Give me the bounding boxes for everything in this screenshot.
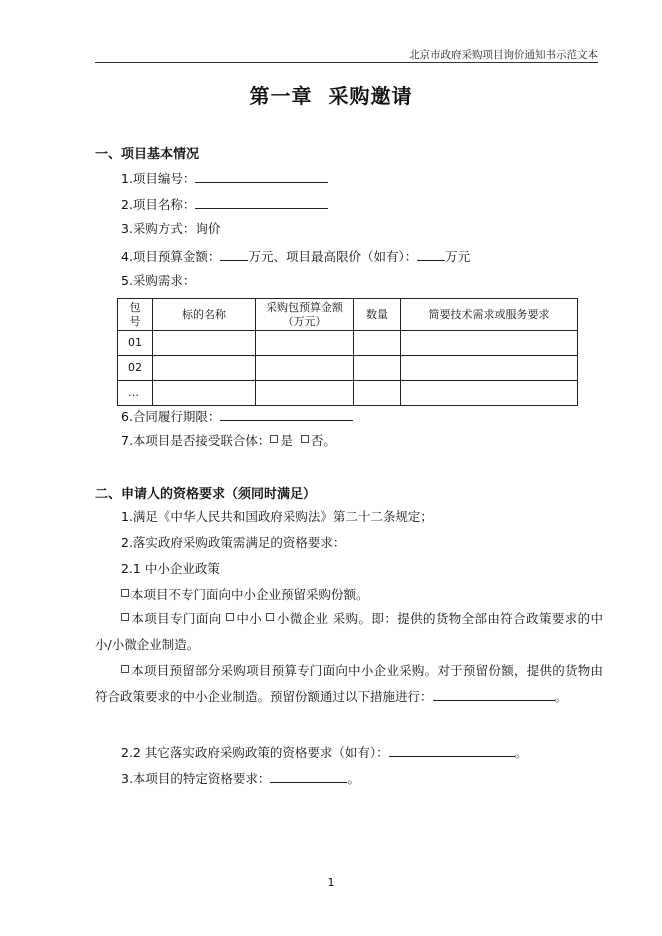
budget-max-label: 万元、项目最高限价（如有）： xyxy=(248,249,418,264)
option-c-checkbox[interactable] xyxy=(121,665,129,673)
consortium-line xyxy=(121,433,336,449)
qualification-item2: 2.落实政府采购政策需满足的资格要求： xyxy=(121,535,346,550)
budget-label: 4.项目预算金额： xyxy=(121,249,221,264)
other-policy-label: 2.2 其它落实政府采购政策的资格要求（如有）： xyxy=(121,745,389,760)
requirements-label: 5.采购需求： xyxy=(121,273,196,288)
sme-policy-heading: 2.1 中小企业政策 xyxy=(121,561,220,576)
table-row xyxy=(118,381,578,406)
option-c-text: 本项目预留部分采购项目预算专门面向中小企业采购。对于预留份额，提供的货物由符合政策要求的中小企业制造。预留份额通过以下措施进行： xyxy=(95,663,603,704)
cell-package-no: … xyxy=(118,381,153,406)
contract-period-blank xyxy=(220,407,353,421)
budget-blank xyxy=(220,247,248,261)
cell-budget xyxy=(256,331,354,356)
budget-line xyxy=(121,247,470,265)
project-number-blank xyxy=(195,169,328,183)
header-quantity: 数量 xyxy=(354,299,401,331)
cell-item-name xyxy=(153,331,256,356)
other-policy-line xyxy=(121,743,527,761)
section2-heading: 二、申请人的资格要求（须同时满足） xyxy=(95,487,317,502)
header-budget: 采购包预算金额（万元） xyxy=(256,299,354,331)
option-c-end: 。 xyxy=(554,689,568,704)
project-name-blank xyxy=(195,195,328,209)
other-policy-blank xyxy=(389,743,515,757)
sme-option-b xyxy=(95,606,603,658)
sme-option-a xyxy=(121,587,369,603)
option-b-sme-checkbox[interactable] xyxy=(226,613,234,621)
consortium-yes-checkbox[interactable] xyxy=(270,435,278,443)
cell-budget xyxy=(256,381,354,406)
cell-quantity xyxy=(354,331,401,356)
header-rule xyxy=(95,62,598,63)
cell-item-name xyxy=(153,356,256,381)
chapter-title: 第一章 采购邀请 xyxy=(249,84,413,108)
contract-period-line xyxy=(121,407,353,425)
cell-requirements xyxy=(401,381,578,406)
option-c-blank xyxy=(433,687,549,701)
specific-qualification-end: 。 xyxy=(347,771,360,786)
option-b-micro-checkbox[interactable] xyxy=(266,613,274,621)
header-requirements: 简要技术需求或服务要求 xyxy=(401,299,578,331)
other-policy-end: 。 xyxy=(514,745,528,760)
page-number: 1 xyxy=(327,876,335,889)
header-item-name: 标的名称 xyxy=(153,299,256,331)
cell-item-name xyxy=(153,381,256,406)
specific-qualification-label: 3.本项目的特定资格要求： xyxy=(121,771,271,786)
budget-unit: 万元 xyxy=(445,249,471,264)
specific-qualification-line xyxy=(121,769,360,787)
consortium-yes-label: 是 xyxy=(280,433,293,448)
table-row xyxy=(118,356,578,381)
project-number-label: 1.项目编号： xyxy=(121,171,196,186)
option-b-text-2: 中小 xyxy=(235,611,267,626)
requirements-table xyxy=(117,298,578,406)
cell-requirements xyxy=(401,356,578,381)
table-header-row xyxy=(118,299,578,331)
option-b-checkbox[interactable] xyxy=(121,613,129,621)
project-name-label: 2.项目名称： xyxy=(121,197,196,212)
cell-package-no: 01 xyxy=(118,331,153,356)
option-b-text-1: 本项目专门面向 xyxy=(131,611,226,626)
specific-qualification-blank xyxy=(270,769,347,783)
cell-budget xyxy=(256,356,354,381)
procurement-method: 3.采购方式：询价 xyxy=(121,221,221,236)
option-a-text: 本项目不专门面向中小企业预留采购份额。 xyxy=(131,587,369,602)
qualification-item1: 1.满足《中华人民共和国政府采购法》第二十二条规定； xyxy=(121,509,433,524)
consortium-label: 7.本项目是否接受联合体： xyxy=(121,433,271,448)
table-row xyxy=(118,331,578,356)
contract-period-label: 6.合同履行期限： xyxy=(121,409,221,424)
consortium-no-label: 否。 xyxy=(310,433,336,448)
sme-option-c xyxy=(95,658,603,710)
cell-package-no: 02 xyxy=(118,356,153,381)
consortium-no-checkbox[interactable] xyxy=(301,435,309,443)
project-name-line xyxy=(121,195,328,213)
cell-quantity xyxy=(354,381,401,406)
header-package-no: 包号 xyxy=(118,299,153,331)
max-price-blank xyxy=(417,247,445,261)
option-a-checkbox[interactable] xyxy=(121,589,129,597)
option-b-text-3: 小微企业 采购。即：提供的货物全部由符合政策要求的中小/小微企业制造。 xyxy=(95,611,603,652)
running-header: 北京市政府采购项目询价通知书示范文本 xyxy=(409,49,598,61)
cell-quantity xyxy=(354,356,401,381)
project-number-line xyxy=(121,169,328,187)
cell-requirements xyxy=(401,331,578,356)
section1-heading: 一、项目基本情况 xyxy=(95,147,200,162)
